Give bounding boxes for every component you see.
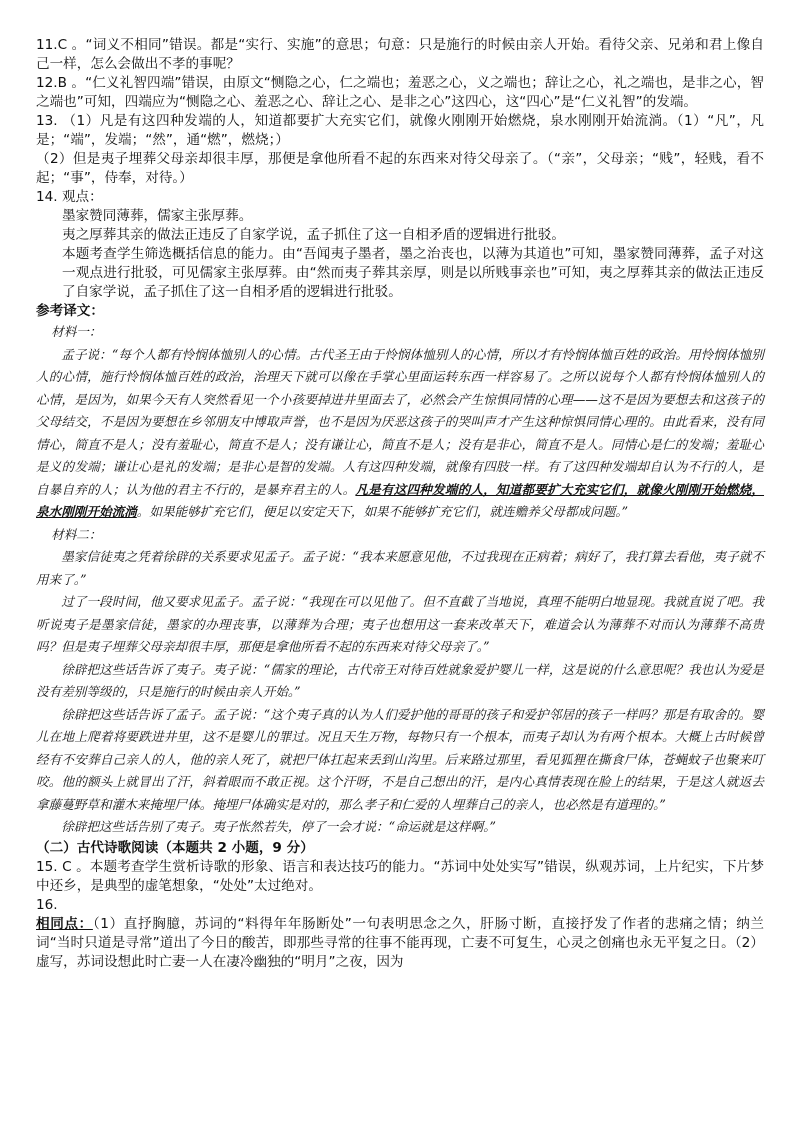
answer-q16-label: 相同点： <box>36 915 93 932</box>
material-one-text <box>36 344 764 524</box>
answer-q14-point-a: 墨家赞同薄葬，儒家主张厚葬。 <box>62 208 253 224</box>
material-two-paragraph-3: 徐辟把这些话告诉了夷子。夷子说：“儒家的理论，古代帝王对待百姓就象爱护婴儿一样，这是说的什么意思呢？我也认为爱是没有差别等级的，只是施行的时候由亲人开始。” <box>36 661 764 699</box>
answer-q13-part1: 13. （1）凡是有这四种发端的人，知道都要扩大充实它们，就像火刚刚开始燃烧，泉水刚刚开始流淌。（1）“凡”，凡是；“端”，发端；“然”，通“燃”，燃烧；） <box>36 113 764 148</box>
material-one-body: 孟子说：“每个人都有怜悯体恤别人的心情。古代圣王由于怜悯体恤别人的心情，所以才有怜悯体恤百姓的政治。用怜悯体恤别人的心情，施行怜悯体恤百姓的政治，治理天下就可以像在手掌心里面运转东西一样容易了。之所以说每个人都有怜悯体恤别人的心情，是因为，如果今天有人突然看见一个小孩要掉进井里面去了，必然会产生惊惧同情的心理——这不是因为要想去和这孩子的父母结交，不是因为要想在乡邻朋友中博取声誉，也不是因为厌恶这孩子的哭叫声才产生这种惊惧同情心理的。由此看来，没有同情心，简直不是人；没有羞耻心，简直不是人；没有谦让心，简直不是人；没有是非心，简直不是人。同情心是仁的发端；羞耻心是义的发端；谦让心是礼的发端；是非心是智的发端。人有这四种发端，就像有四肢一样。有了这四种发端却自认为不行的人，是自暴自弃的人；认为他的君主不行的，是暴弃君主的人。 <box>36 346 764 497</box>
material-two-title: 材料二： <box>51 526 102 542</box>
material-two-paragraph-2: 过了一段时间，他又要求见孟子。孟子说：“我现在可以见他了。但不直截了当地说，真理不能明白地显现。我就直说了吧。我听说夷子是墨家信徒，墨家的办理丧事，以薄葬为合理；夷子也想用这一套来改革天下，难道会认为薄葬不对而认为薄葬不高贵吗？但是夷子埋葬父母亲却很丰厚，那便是拿他所看不起的东西来对待父母亲了。” <box>36 594 764 654</box>
material-two-paragraph-5: 徐辟把这些话告别了夷子。夷子怅然若失，停了一会才说：“命运就是这样啊。” <box>61 819 496 834</box>
answer-q11: 11.C 。“词义不相同”错误。都是“实行、实施”的意思；句意：只是施行的时候由亲人开始。看待父亲、兄弟和君上像自己一样，怎么会做出不孝的事呢？ <box>36 37 764 72</box>
answer-q14-point-b: 夷之厚葬其亲的做法正违反了自家学说，孟子抓住了这一自相矛盾的逻辑进行批驳。 <box>62 227 565 243</box>
answer-q16-number: 16. <box>36 896 58 913</box>
material-two-paragraph-4: 徐辟把这些话告诉了孟子。孟子说：“这个夷子真的认为人们爱护他的哥哥的孩子和爱护邻居的孩子一样吗？那是有取舍的。婴儿在地上爬着将要跌进井里，这不是婴儿的罪过。况且天生万物，每物只有一个根本，而夷子却认为有两个根本。大概上古时候曾经有不安葬自己亲人的人，他的亲人死了，就把尸体扛起来丢到山沟里。后来路过那里，看见狐狸在撕食尸体，苍蝇蚊子也聚来叮咬。他的额头上就冒出了汗，斜着眼而不敢正视。这个汗呀，不是自己想出的汗，是内心真情表现在脸上的结果，于是这人就返去拿藤蔓野草和灌木来掩埋尸体。掩埋尸体确实是对的，那么孝子和仁爱的人埋葬自己的亲人，也必然是有道理的。” <box>36 706 764 812</box>
material-two-paragraph-1: 墨家信徒夷之凭着徐辟的关系要求见孟子。孟子说：“我本来愿意见他，不过我现在正病着；病好了，我打算去看他，夷子就不用来了。” <box>36 549 764 587</box>
material-one-ending: 。如果能够扩充它们，便足以安定天下，如果不能够扩充它们，就连赡养父母都成问题。” <box>136 504 629 519</box>
answer-q16 <box>36 915 764 972</box>
material-one-emphasis: 凡是有这四种发端的人，知道都要扩大充实它们，就像火刚刚开始燃烧，泉水刚刚开始流淌 <box>36 481 765 519</box>
answer-q15: 15. C 。本题考查学生赏析诗歌的形象、语言和表达技巧的能力。“苏词中处处实写”错误，纵观苏词，上片纪实，下片梦中还乡，是典型的虚笔想象，“处处”太过绝对。 <box>36 858 764 894</box>
reference-translation-heading: 参考译文： <box>36 303 104 319</box>
answer-q16-text: （1）直抒胸臆，苏词的“料得年年肠断处”一句表明思念之久，肝肠寸断，直接抒发了作者的悲痛之情；纳兰词“当时只道是寻常”道出了今日的酸苦，即那些寻常的往事不能再现，亡妻不可复生，心灵之创痛也永无平复之日。（2）虚写，苏词设想此时亡妻一人在凄冷幽独的“明月”之夜，因为 <box>36 915 765 970</box>
answer-q14-explanation: 本题考查学生筛选概括信息的能力。由“吾闻夷子墨者，墨之治丧也，以薄为其道也”可知，墨家赞同薄葬，孟子对这一观点进行批驳，可见儒家主张厚葬。由“然而夷子葬其亲厚，则是以所贱事亲也”可知，夷之厚葬其亲的做法正违反了自家学说，孟子抓住了这一自相矛盾的逻辑进行批驳。 <box>62 246 764 300</box>
material-one-title: 材料一： <box>51 324 102 339</box>
answer-document <box>36 36 764 972</box>
answer-q12: 12.B 。“仁义礼智四端”错误，由原文“恻隐之心，仁之端也；羞恶之心，义之端也；辞让之心，礼之端也，是非之心，智之端也”可知，四端应为“恻隐之心、羞恶之心、辞让之心、是非之心”这四心，这“四心”是“仁义礼智”的发端。 <box>36 75 764 110</box>
section-two-heading: （二）古代诗歌阅读（本题共 2 小题，9 分） <box>36 839 314 856</box>
answer-q14-title: 14. 观点： <box>36 189 103 205</box>
answer-q13-part2: （2）但是夷子埋葬父母亲却很丰厚，那便是拿他所看不起的东西来对待父母亲了。（“亲”，父母亲；“贱”，轻贱，看不起；“事”，侍奉，对待。） <box>36 151 764 186</box>
